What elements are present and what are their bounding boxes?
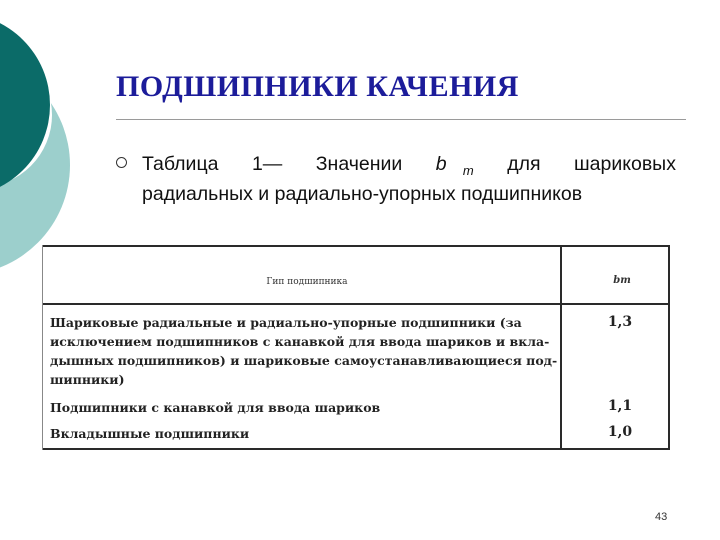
slide-title: ПОДШИПНИКИ КАЧЕНИЯ — [116, 70, 519, 103]
caption-line-2: радиальных и радиально-упорных подшипников — [142, 183, 583, 205]
title-divider — [116, 119, 686, 120]
table-row-1-line-4: шипники) — [50, 372, 125, 387]
table-bottom-border — [42, 448, 670, 450]
table-row-1-value: 1,3 — [607, 314, 633, 330]
caption-symbol: b $_m$ — [435, 153, 474, 178]
table-row-3-line-1: Вкладышные подшипники — [50, 426, 250, 441]
table-header-border — [42, 303, 670, 305]
caption-word: 1— — [251, 153, 283, 175]
header-bearing-type: Гип подшипника — [266, 277, 348, 287]
table-right-border — [668, 245, 670, 450]
page-number: 43 — [655, 511, 668, 523]
bullet-circle-icon — [116, 157, 127, 168]
caption-word: шариковых — [574, 153, 676, 175]
table-row-2-line-1: Подшипники с канавкой для ввода шариков — [50, 400, 381, 415]
caption-word: Значении — [315, 153, 403, 175]
table-row-2-value: 1,1 — [607, 398, 633, 414]
table-row-1-line-2: исключением подшипников с канавкой для ввода шариков и вкла- — [50, 334, 550, 349]
table-row-1-line-3: дышных подшипников) и шариковые самоустанавливающиеся под- — [50, 353, 558, 368]
caption-word: для — [507, 153, 541, 175]
header-bm: bm — [613, 275, 631, 286]
table-row-1-line-1: Шариковые радиальные и радиально-упорные подшипники (за — [50, 315, 522, 330]
caption-word: Таблица — [142, 153, 219, 175]
table-caption — [142, 150, 676, 209]
bearing-table — [42, 245, 670, 450]
table-row-3-value: 1,0 — [607, 424, 633, 440]
table-left-border — [42, 245, 43, 450]
table-top-border — [42, 245, 670, 247]
table-column-divider — [560, 245, 562, 450]
